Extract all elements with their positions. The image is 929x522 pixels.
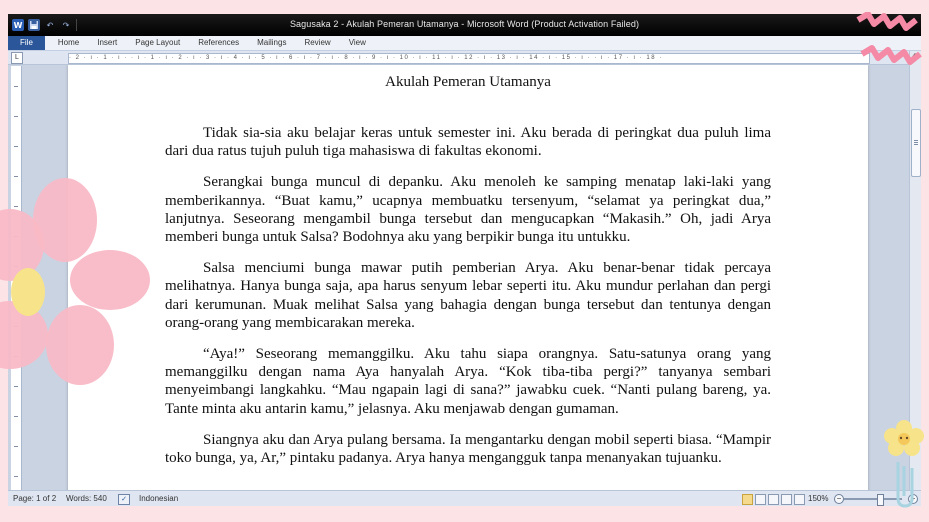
yellow-flower-clip-decoration <box>880 418 926 510</box>
horizontal-ruler[interactable]: · 2 · ı · 1 · ı · · ı · 1 · ı · 2 · ı · 3 · ı · 4 · ı · 5 · ı · 6 · ı · 7 · ı · 8 · ı · 9 · ı · 10 · ı · 11 · ı · 12 · ı · 13 · ı · 14 · ı · 15 · ı · · ı · 17 · ı · 18 · <box>68 53 870 64</box>
tab-home[interactable]: Home <box>57 38 80 47</box>
tab-view[interactable]: View <box>348 38 366 47</box>
ribbon-tabs <box>8 36 921 51</box>
title-bar <box>8 14 921 36</box>
web-layout-icon[interactable] <box>768 494 779 505</box>
ruler-tick <box>14 146 18 147</box>
full-screen-reading-icon[interactable] <box>755 494 766 505</box>
ruler-tick <box>14 446 18 447</box>
ruler-tick <box>14 116 18 117</box>
grip-line <box>914 142 918 143</box>
paragraph: “Aya!” Seseorang memanggilku. Aku tahu siapa orangnya. Satu-satunya orang yang memanggilku dengan nama Aya hanyalah Arya. “Kok tiba-tiba pergi?” tanyanya sembari menyeimbangi langkahku. “Mau ngapain lagi di sana?” jawabku cuek. “Nanti pulang bareng, ya. Tante minta aku antarin kamu,” jelasnya. Aku menjawab dengan gumaman. <box>165 346 771 417</box>
tab-selector[interactable]: L <box>11 52 23 64</box>
tab-references[interactable]: References <box>198 38 240 47</box>
redo-icon[interactable]: ↷ <box>62 20 70 30</box>
pink-flower-decoration <box>0 175 150 405</box>
zoom-out-icon[interactable]: − <box>834 494 844 504</box>
tab-review[interactable]: Review <box>304 38 331 47</box>
tab-mailings[interactable]: Mailings <box>257 38 287 47</box>
language-indicator[interactable]: Indonesian <box>139 494 179 503</box>
zoom-in-icon[interactable]: + <box>908 494 918 504</box>
grip-line <box>914 144 918 145</box>
document-area <box>22 65 910 490</box>
document-title: Akulah Pemeran Utamanya <box>385 74 551 90</box>
tab-insert[interactable]: Insert <box>97 38 118 47</box>
paragraph: Salsa menciumi bunga mawar putih pemberian Arya. Aku benar-benar tidak percaya melihatnya. Hanya bunga saja, apa harus senyum lebar seperti itu. Aku mundur perlahan dan pergi dari kerumunan. Muak melihat Salsa yang bahagia dengan bunga tersebut dan tentunya dengan orang-orang yang membicarakan mereka. <box>165 260 771 331</box>
ruler-tick <box>14 86 18 87</box>
undo-icon[interactable]: ↶ <box>46 20 54 30</box>
outline-icon[interactable] <box>781 494 792 505</box>
ruler-tick <box>14 416 18 417</box>
word-app-icon[interactable]: W <box>13 20 23 30</box>
tab-page-layout[interactable]: Page Layout <box>135 38 181 47</box>
scrollbar-thumb[interactable] <box>911 109 921 177</box>
document-page[interactable] <box>68 65 868 490</box>
paragraph: Siangnya aku dan Arya pulang bersama. Ia mengantarku dengan mobil seperti biasa. “Mampir toko bunga, ya, Ar,” pintaku padanya. Arya hanya mengangguk tanpa menanyakan tujuanku. <box>165 431 771 467</box>
word-count[interactable]: Words: 540 <box>66 494 107 503</box>
document-body[interactable] <box>165 124 771 480</box>
pink-squiggle-decoration <box>856 12 926 72</box>
status-bar <box>8 490 921 506</box>
zoom-level[interactable]: 150% <box>808 494 829 503</box>
paragraph: Serangkai bunga muncul di depanku. Aku menoleh ke samping menatap laki-laki yang memberikannya. “Buat kamu,” ucapnya membuatku tersenyum, “selamat ya peringkat dua,” lanjutnya. Seseorang mengambil bunga tersebut dan mengucapkan “Makasih.” Oh, jadi Arya memberi bunga untuk Salsa? Bodohnya aku yang berpikir bunga itu untukku. <box>165 174 771 246</box>
proofing-icon[interactable]: ✓ <box>118 494 130 505</box>
tab-file[interactable]: File <box>8 36 45 50</box>
grip-line <box>914 140 918 141</box>
window-title: Sagusaka 2 - Akulah Pemeran Utamanya - Microsoft Word (Product Activation Failed) <box>289 19 640 29</box>
draft-icon[interactable] <box>794 494 805 505</box>
ruler-row <box>8 51 921 65</box>
print-layout-icon[interactable] <box>742 494 753 505</box>
ruler-tick <box>14 476 18 477</box>
page-count[interactable]: Page: 1 of 2 <box>13 494 57 503</box>
paragraph: Tidak sia-sia aku belajar keras untuk semester ini. Aku berada di peringkat dua puluh lima dari dua ratus tujuh puluh tiga mahasiswa di fakultas ekonomi. <box>165 125 771 160</box>
